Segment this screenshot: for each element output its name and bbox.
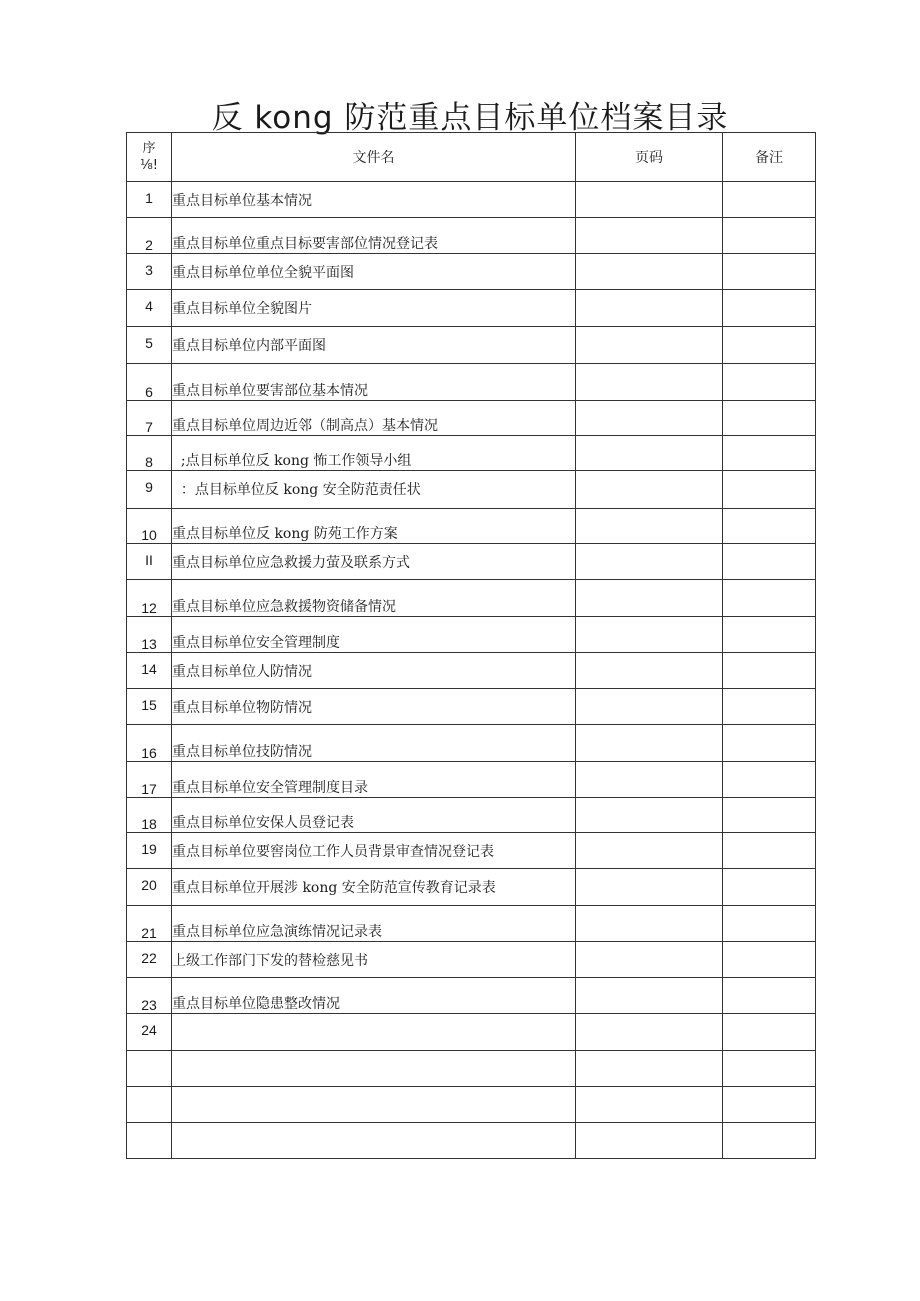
row-remarks (723, 689, 816, 725)
row-file-name: 重点目标单位周边近邻（制高点）基本情况 (172, 401, 576, 436)
row-file-name: 重点目标单位人防情况 (172, 653, 576, 689)
header-serial-label: 序 ⅛! (140, 141, 158, 173)
row-file-name (172, 1014, 576, 1051)
row-page-number (576, 254, 723, 290)
row-file-name: ：点目标单位反 kong 安全防范责任状 (172, 471, 576, 509)
row-file-name (172, 1087, 576, 1123)
row-remarks (723, 978, 816, 1014)
row-serial-number: 3 (127, 254, 172, 290)
row-serial-number (127, 1051, 172, 1087)
header-page-number: 页码 (576, 133, 723, 182)
row-remarks (723, 833, 816, 869)
row-page-number (576, 798, 723, 833)
row-remarks (723, 1123, 816, 1159)
row-page-number (576, 653, 723, 689)
table-row (127, 364, 816, 401)
row-serial-number (127, 1123, 172, 1159)
row-file-name: 上级工作部门下发的替检慈见书 (172, 942, 576, 978)
table-row (127, 580, 816, 617)
row-page-number (576, 364, 723, 401)
row-page-number (576, 689, 723, 725)
row-file-name: 重点目标单位要害部位基本情况 (172, 364, 576, 401)
table-row (127, 689, 816, 725)
table-row (127, 218, 816, 254)
row-serial-number (127, 1087, 172, 1123)
row-page-number (576, 471, 723, 509)
row-page-number (576, 580, 723, 617)
table-row (127, 833, 816, 869)
table-row (127, 978, 816, 1014)
table-body (127, 182, 816, 1159)
row-remarks (723, 254, 816, 290)
row-file-name: 重点目标单位物防情况 (172, 689, 576, 725)
row-file-name (172, 1051, 576, 1087)
row-page-number (576, 725, 723, 762)
row-file-name: 重点目标单位要窖岗位工作人员背景审查情况登记表 (172, 833, 576, 869)
table-row (127, 509, 816, 544)
row-remarks (723, 1051, 816, 1087)
row-remarks (723, 1014, 816, 1051)
row-serial-number: 23 (127, 978, 172, 1014)
row-remarks (723, 364, 816, 401)
row-remarks (723, 869, 816, 906)
row-remarks (723, 509, 816, 544)
document-title: 反 kong 防范重点目标单位档案目录 (211, 100, 729, 136)
row-serial-number: 8 (127, 436, 172, 471)
row-remarks (723, 327, 816, 364)
row-remarks (723, 471, 816, 509)
row-page-number (576, 762, 723, 798)
row-serial-number: 7 (127, 401, 172, 436)
row-serial-number: 16 (127, 725, 172, 762)
row-page-number (576, 869, 723, 906)
row-serial-number: 6 (127, 364, 172, 401)
table-row (127, 254, 816, 290)
header-serial-number (127, 133, 172, 182)
row-serial-number: 4 (127, 290, 172, 327)
row-file-name: 重点目标单位反 kong 防苑工作方案 (172, 509, 576, 544)
catalog-table (126, 132, 816, 1159)
row-remarks (723, 906, 816, 942)
row-page-number (576, 1123, 723, 1159)
row-file-name: 重点目标单位应急救援力萤及联系方式 (172, 544, 576, 580)
row-serial-number: 1 (127, 182, 172, 218)
table-row (127, 869, 816, 906)
table-row (127, 471, 816, 509)
row-remarks (723, 653, 816, 689)
row-page-number (576, 509, 723, 544)
row-remarks (723, 436, 816, 471)
row-serial-number: 24 (127, 1014, 172, 1051)
row-page-number (576, 1087, 723, 1123)
row-file-name: 重点目标单位开展涉 kong 安全防范宣传教育记录表 (172, 869, 576, 906)
table-row (127, 725, 816, 762)
row-file-name (172, 1123, 576, 1159)
table-row (127, 1087, 816, 1123)
row-remarks (723, 218, 816, 254)
row-page-number (576, 290, 723, 327)
row-remarks (723, 544, 816, 580)
row-page-number (576, 942, 723, 978)
row-page-number (576, 544, 723, 580)
row-file-name: 重点目标单位安保人员登记表 (172, 798, 576, 833)
row-serial-number: 17 (127, 762, 172, 798)
row-serial-number: 12 (127, 580, 172, 617)
row-page-number (576, 1051, 723, 1087)
row-serial-number: 5 (127, 327, 172, 364)
table-row (127, 762, 816, 798)
row-remarks (723, 942, 816, 978)
row-serial-number: 2 (127, 218, 172, 254)
row-serial-number: 21 (127, 906, 172, 942)
row-serial-number: 20 (127, 869, 172, 906)
row-serial-number: II (127, 544, 172, 580)
row-remarks (723, 580, 816, 617)
row-file-name: 重点目标单位全貌图片 (172, 290, 576, 327)
row-serial-number: 18 (127, 798, 172, 833)
table-row (127, 653, 816, 689)
row-remarks (723, 1087, 816, 1123)
row-page-number (576, 1014, 723, 1051)
row-page-number (576, 327, 723, 364)
row-file-name: 重点目标单位安全管理制度目录 (172, 762, 576, 798)
header-remarks: 备汪 (723, 133, 816, 182)
table-row (127, 290, 816, 327)
table-row (127, 1014, 816, 1051)
row-file-name: 重点目标单位重点目标要害部位情况登记表 (172, 218, 576, 254)
row-serial-number: 14 (127, 653, 172, 689)
row-file-name: 重点目标单位基本情况 (172, 182, 576, 218)
row-file-name: 重点目标单位隐患整改情况 (172, 978, 576, 1014)
row-file-name: 重点目标单位安全管理制度 (172, 617, 576, 653)
row-serial-number: 13 (127, 617, 172, 653)
table-row (127, 401, 816, 436)
row-file-name: 重点目标单位内部平面图 (172, 327, 576, 364)
row-serial-number: 9 (127, 471, 172, 509)
row-remarks (723, 401, 816, 436)
row-remarks (723, 617, 816, 653)
row-serial-number: 10 (127, 509, 172, 544)
row-remarks (723, 725, 816, 762)
table-row (127, 436, 816, 471)
row-serial-number: 15 (127, 689, 172, 725)
table-row (127, 1051, 816, 1087)
row-file-name: 重点目标单位应急演练情况记录表 (172, 906, 576, 942)
row-serial-number: 19 (127, 833, 172, 869)
row-page-number (576, 401, 723, 436)
table-row (127, 544, 816, 580)
row-page-number (576, 218, 723, 254)
row-remarks (723, 182, 816, 218)
row-page-number (576, 617, 723, 653)
row-page-number (576, 978, 723, 1014)
row-page-number (576, 833, 723, 869)
table-row (127, 942, 816, 978)
table-row (127, 798, 816, 833)
table-row (127, 327, 816, 364)
row-remarks (723, 762, 816, 798)
row-remarks (723, 290, 816, 327)
row-serial-number: 22 (127, 942, 172, 978)
table-header-row (127, 133, 816, 182)
table-row (127, 906, 816, 942)
row-page-number (576, 182, 723, 218)
row-remarks (723, 798, 816, 833)
header-file-name: 文件名 (172, 133, 576, 182)
row-file-name: 重点目标单位单位全貌平面图 (172, 254, 576, 290)
row-file-name: 重点目标单位技防情况 (172, 725, 576, 762)
row-page-number (576, 906, 723, 942)
row-file-name: 重点目标单位应急救援物资储备情况 (172, 580, 576, 617)
row-page-number (576, 436, 723, 471)
row-file-name: ;点目标单位反 kong 怖工作领导小组 (172, 436, 576, 471)
table-row (127, 617, 816, 653)
table-row (127, 182, 816, 218)
table-row (127, 1123, 816, 1159)
